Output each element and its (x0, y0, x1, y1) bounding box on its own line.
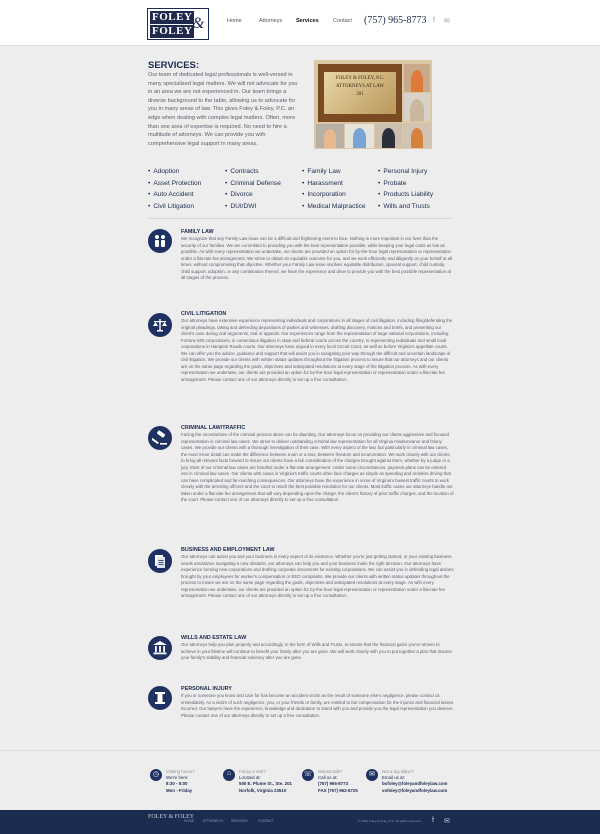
practice-list-col4 (378, 166, 433, 212)
list-item: • Auto Accident (148, 189, 201, 201)
section-title: BUSINESS AND EMPLOYMENT LAW (181, 547, 275, 553)
footer-phone-label: Wanna talk? (318, 769, 343, 774)
phone-icon: ☏ (302, 769, 314, 781)
footer-hours-line1: We're here: (166, 775, 189, 781)
footer-hours-line2: 8:30 - 5:00 (166, 781, 188, 787)
office-photo-collage (314, 60, 432, 149)
attorney-photo-4 (345, 124, 374, 148)
logo-line1: FOLEY (152, 11, 193, 23)
section-title: CRIMINAL LAW/TRAFFIC (181, 425, 246, 431)
email-icon[interactable]: ✉ (444, 18, 450, 25)
section-title: WILLS AND ESTATE LAW (181, 635, 247, 641)
footer-email-link-2[interactable]: vofoley@foleyandfoleylaw.com (382, 787, 448, 793)
list-item: • Adoption (148, 166, 201, 178)
nav-attorneys[interactable]: Attorneys (259, 18, 283, 24)
nav-services[interactable]: Services (296, 18, 319, 24)
section-body: Our attorneys can assist you and your business in every aspect of its existence. Whether you're just getting started, or your existing business needs assistance navigating a new obstacle, our attorneys can help you and your business make the right decision. Our attorneys have experience forming new corporations and drafting corporate documents for existing corporations. We can assist you in defending legal actions brought by your employees for worker's compensation or EEO complaints. We provide our clients with written status updates throughout the process to insure we are on the same page regarding the goals, objectives and anticipated resolutions at every stage. As with every representation we undertake, our clients are provided an option for by-the-hour legal representation or representation under a flat-rate fee arrangement. Please contact one of our attorneys directly to set up a free consultation. (181, 554, 454, 598)
footer-phone-number[interactable]: (757) 965-8773 (318, 781, 349, 787)
attorney-photo-5 (375, 124, 402, 148)
email-icon[interactable]: ✉ (444, 818, 450, 825)
list-item: • Products Liability (378, 189, 433, 201)
list-item: • Criminal Defense (225, 178, 281, 190)
practice-list-col2 (225, 166, 281, 212)
list-item: • Probate (378, 178, 433, 190)
logo[interactable] (147, 8, 209, 40)
nav-contact[interactable]: Contact (333, 18, 352, 24)
documents-icon (148, 549, 172, 573)
page-title: SERVICES: (148, 60, 200, 71)
location-icon: ⌂ (223, 769, 235, 781)
email-icon: ✉ (366, 769, 378, 781)
footer-link-attorneys[interactable]: ATTORNEYS (203, 819, 223, 823)
footer-hours-label: Visiting hours? (166, 769, 195, 774)
footer-email-label: Not a big talker? (382, 769, 414, 774)
facebook-icon[interactable]: f (433, 17, 435, 24)
footer-logo[interactable]: FOLEY & FOLEY (148, 814, 195, 820)
footer-email (382, 769, 447, 794)
footer-location (239, 769, 292, 794)
list-item: • Incorporation (302, 189, 366, 201)
practice-list-col1 (148, 166, 201, 212)
footer-link-services[interactable]: SERVICES (231, 819, 248, 823)
columns-icon (148, 636, 172, 660)
section-body: Our attorneys help you plan properly and accordingly, in the form of Wills and Trusts, to ensure that the financial gains you've striven to achieve in your lifetime will continue to benefit your family after you are gone. We will work closely with you to put together a plan that insures your family's stability and financial solvency after you are gone. (181, 642, 452, 660)
list-item: • Contracts (225, 166, 281, 178)
section-title: CIVIL LITIGATION (181, 311, 227, 317)
section-body: Facing the uncertainties of the criminal process alone can be daunting. Our attorneys focus on providing our clients aggressive and focused representation in criminal law cases. We strive to deliver outstanding criminal law representation for all Virginia misdemeanor and felony cases. We provide our clients with a thorough investigation of their case. With every aspect of the law, but particularly in criminal law cases, the most minor detail can make the difference between a win or a loss, between freedom and incarceration. We work closely with our clients to bring all relevant facts forward to insure our clients have a fair consideration of the charges brought against them, whether by a judge or a jury. Most of our criminal law cases are handled under a flat-rate arrangement. Under some circumstances, payment plans can be entered into in criminal law cases. Our clients with cases in Virginia's traffic courts often face charges as simple as speeding and reckless driving that can have complicated and far-reaching consequences. Our attorneys have the experience in some of Virginia's busiest traffic courts to work closely with the arresting officers and the court to reach the best possible resolution for our clients. Most traffic cases our attorneys handle are taken under a flat-rate fee arrangement that will vary depending upon the charge, the client's history of prior traffic charges, and the location of the court. Please contact one of our attorneys directly to set up a free consultation. (181, 432, 454, 502)
pillar-icon (148, 686, 172, 710)
nav-home[interactable]: Home (227, 18, 242, 24)
footer-location-line1: Located at: (239, 775, 261, 781)
list-item: • Asset Protection (148, 178, 201, 190)
logo-line2: FOLEY (152, 25, 193, 37)
attorney-photo-6 (403, 124, 431, 148)
family-icon (148, 229, 172, 253)
services-intro: Our team of dedicated legal professionals is well-versed in many specialized legal matters. We will not advocate for you in an area we are not experienced in. Our team brings a diverse background to the table, allowing us to advocate for you in many areas of law. This gives Foley & Foley, P.C. an edge when dealing with complex legal matters. Often, more than one area of expertise is required. No need to hire a multitude of attorneys. We can provide you with comprehensive legal support in many areas. (148, 72, 298, 147)
attorney-photo-2 (404, 93, 430, 121)
practice-list-col3 (302, 166, 366, 212)
footer-email-link-1[interactable]: bofoley@foleyandfoleylaw.com (382, 781, 448, 787)
header-phone[interactable]: (757) 965-8773 (364, 15, 427, 26)
footer-phone-line1: Call us at: (318, 775, 338, 781)
list-item: • Civil Litigation (148, 201, 201, 213)
gavel-icon (148, 426, 172, 450)
section-body: Our attorneys have extensive experience representing individuals and corporations in all stages of civil litigation, including filing/defending the original pleadings, taking and defending depositions of parties and witnesses, drafting discovery, motions and briefs, and presenting our client's case during oral arguments, trial or appeals. Our experiences range from the representation of large national corporations, including Fortune 500 corporations, in contentious litigation in state and federal courts across the country, to representing individuals and small local corporations in Hampton Roads courts. Our attorneys have argued in every local Circuit Court, as well as before Virginia's appellate courts. We can offer you the advice, guidance and support that will assist you in navigating your way through the difficult and uncertain landscape of civil litigation. We provide our clients with written status updates throughout the litigation process to insure that our attorneys and our clients are on the same page regarding the goals, objectives and anticipated resolutions at every stage of the litigation process. As with every representation we undertake, our clients are provided an option for by-the-hour legal representation or representation under a flat-rate fee arrangement. Please contact one of our attorneys directly to set up a free consultation. (181, 318, 453, 382)
divider (148, 218, 452, 219)
plaque-line1: FOLEY & FOLEY, P.C. (335, 76, 385, 81)
logo-ampersand: & (192, 15, 205, 32)
list-item: • Wills and Trusts (378, 201, 433, 213)
footer-email-line1: Email us at: (382, 775, 405, 781)
list-item: • Harassment (302, 178, 366, 190)
footer-hours-line3: Mon - Friday (166, 787, 193, 793)
footer-link-home[interactable]: HOME (184, 819, 194, 823)
section-title: FAMILY LAW (181, 229, 214, 235)
section-title: PERSONAL INJURY (181, 686, 232, 692)
footer-link-contact[interactable]: CONTACT (258, 819, 274, 823)
attorney-photo-1 (404, 64, 430, 92)
copyright: © 2015 Foley & Foley, P.C. All rights reserved. (358, 819, 422, 823)
footer-location-line2: 500 E. Plume St., Ste. 201 (239, 781, 292, 787)
list-item: • Medical Malpractice (302, 201, 366, 213)
plaque-line3: 201 (356, 92, 364, 97)
footer-phone (318, 769, 358, 794)
section-body: We recognize that any Family Law issue can be a difficult and frightening event to face. Nothing is more important in our lives than the security of our families. We are committed to providing you with the best representation possible, while keeping your legal costs as low as possible. As with every representation we undertake, our clients are provided an option for by-the-hour legal representation or representation under a flat-rate fee arrangement. We strive to obtain an equitable outcome for you, and we work efficiently and diligently on your behalf at all times, without compromising that objective. Whether your Family Law issue involves equitable distribution, spousal support, child custody, child support, adoption, or any combination thereof, we have the experience and drive to provide you with the best possible representation at all stages of the process. (181, 236, 452, 280)
list-item: • Personal Injury (378, 166, 433, 178)
list-item: • Divorce (225, 189, 281, 201)
facebook-icon[interactable]: f (432, 817, 434, 824)
footer-fax-number: FAX (757) 962-8725 (318, 787, 358, 793)
plaque-line2: ATTORNEYS AT LAW (335, 84, 385, 89)
bottom-bar (0, 810, 600, 834)
attorney-photo-3 (316, 124, 344, 148)
scales-icon (148, 313, 172, 337)
footer-hours (166, 769, 195, 794)
list-item: • Family Law (302, 166, 366, 178)
clock-icon: ◷ (150, 769, 162, 781)
office-plaque-photo (318, 64, 402, 122)
footer-divider (0, 750, 600, 751)
list-item: • DUI/DWI (225, 201, 281, 213)
footer-location-label: Fancy a visit? (239, 769, 266, 774)
footer-location-line3: Norfolk, Virginia 23510 (239, 787, 287, 793)
section-body: If you or someone you know and care for has become an accident victim as the result of someone else's negligence, please contact us immediately. As a victim of such negligence, you, or your friends or family, are entitled to fair compensation for the injuries and financial losses incurred. Our lawyers have the experience, knowledge and dedication to stand with you and provide you the legal representation you deserve. Please contact one of our attorneys directly to set up a free consultation. (181, 693, 454, 718)
